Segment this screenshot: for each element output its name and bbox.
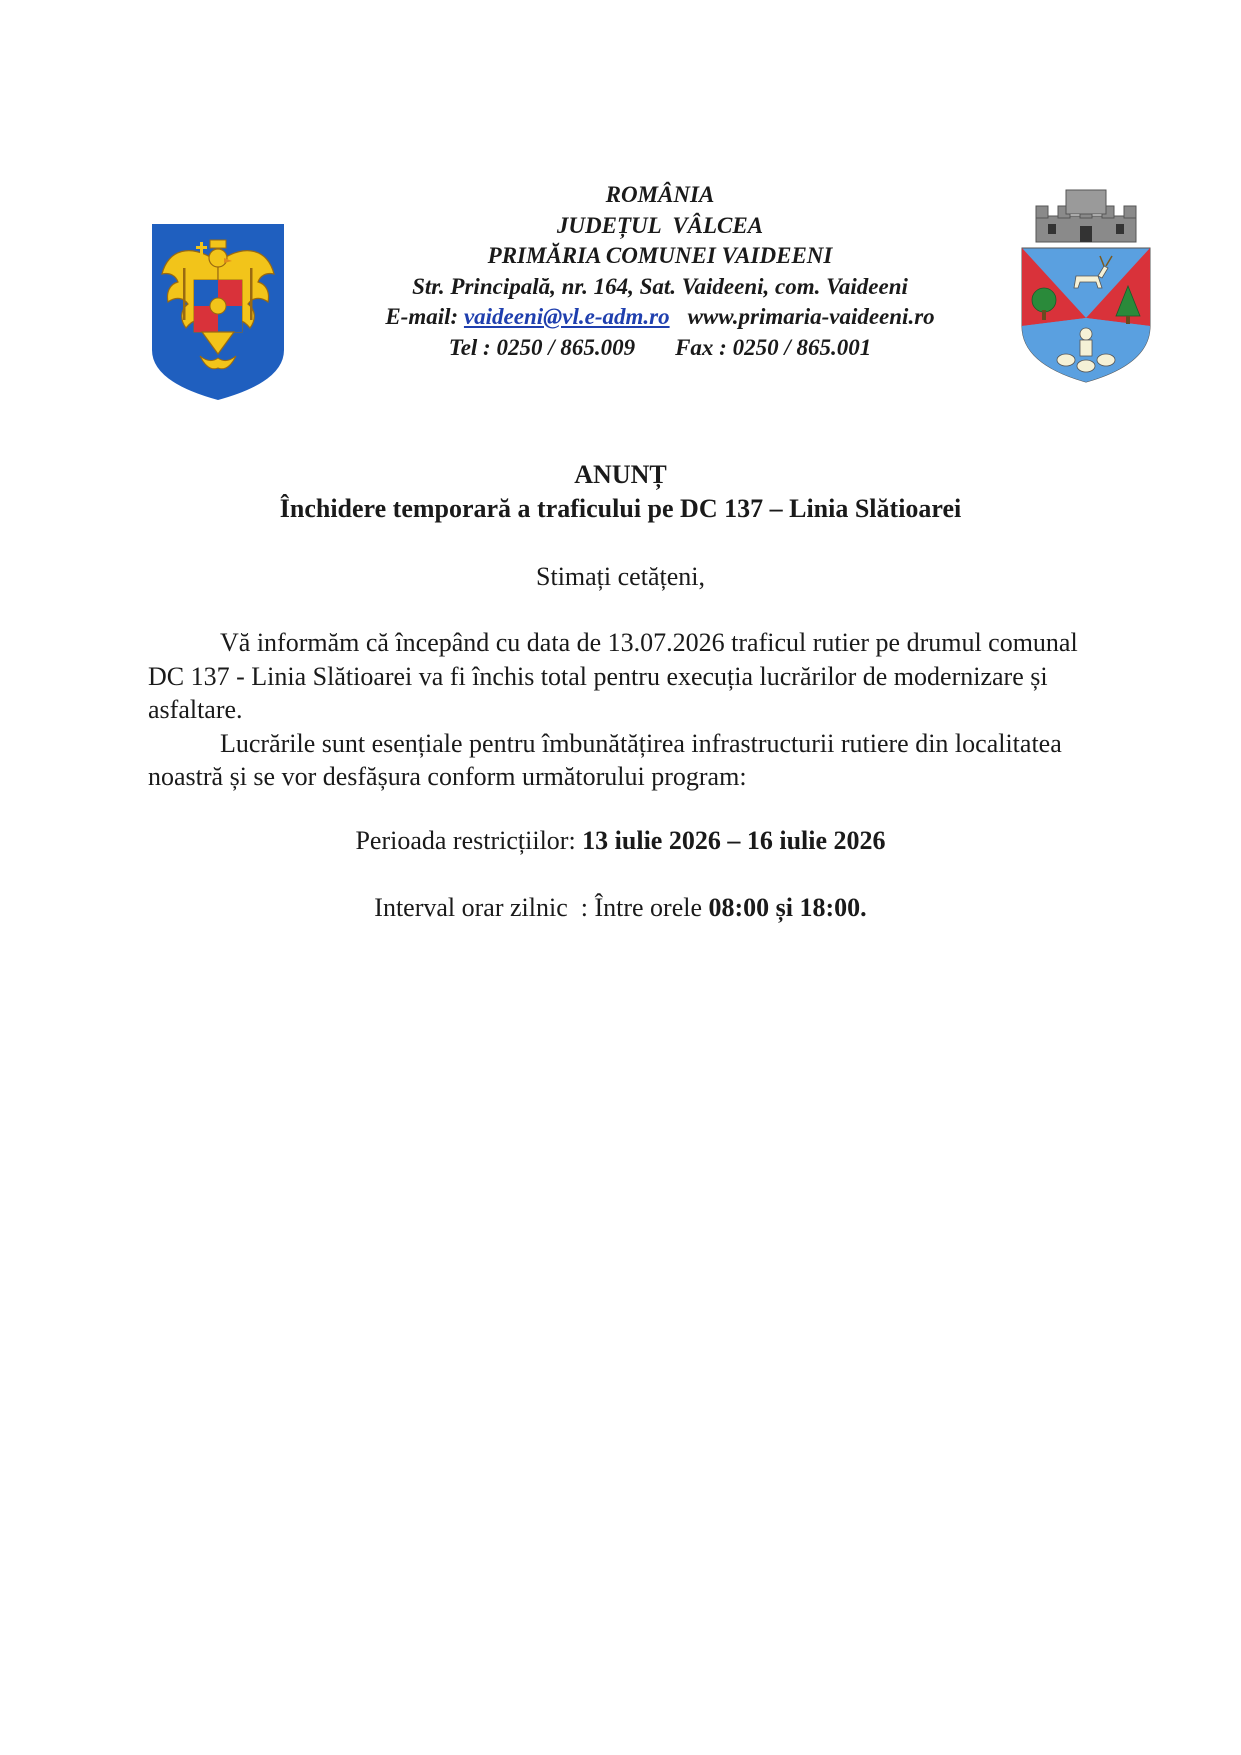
romania-coat-of-arms-icon bbox=[150, 222, 286, 402]
daily-interval bbox=[0, 891, 1241, 925]
period-value: 13 iulie 2026 – 16 iulie 2026 bbox=[582, 826, 886, 855]
letterhead-phone-line bbox=[320, 333, 1000, 364]
restriction-period bbox=[0, 824, 1241, 858]
body-paragraph-1: Vă informăm că începând cu data de 13.07.2026 traficul rutier pe drumul comunal DC 137 - Linia Slătioarei va fi închis total pentru execuția lucrărilor de modernizare și asfaltare. bbox=[148, 628, 1078, 724]
announcement-heading: ANUNȚ bbox=[574, 460, 667, 489]
letterhead-country: ROMÂNIA bbox=[605, 182, 715, 207]
phone-number: Tel : 0250 / 865.009 bbox=[448, 334, 636, 360]
letterhead-contact-line bbox=[320, 302, 1000, 333]
period-label: Perioada restricțiilor: bbox=[355, 826, 583, 855]
letterhead-county: JUDEȚUL VÂLCEA bbox=[556, 212, 764, 238]
fax-number: Fax : 0250 / 865.001 bbox=[675, 334, 872, 360]
email-label: E-mail: bbox=[385, 304, 459, 329]
interval-value: 08:00 și 18:00. bbox=[708, 893, 867, 922]
website-text: www.primaria-vaideeni.ro bbox=[687, 304, 935, 329]
interval-label: Interval orar zilnic : Între orele bbox=[374, 893, 709, 922]
announcement-subheading: Închidere temporară a traficului pe DC 137 – Linia Slătioarei bbox=[279, 494, 962, 523]
letterhead bbox=[320, 180, 1000, 363]
vaideeni-coat-of-arms-icon bbox=[1018, 188, 1154, 384]
greeting: Stimați cetățeni, bbox=[536, 562, 705, 591]
letterhead-institution: PRIMĂRIA COMUNEI VAIDEENI bbox=[487, 243, 833, 268]
announcement-title-block bbox=[0, 458, 1241, 526]
body-paragraph-2: Lucrările sunt esențiale pentru îmbunătățirea infrastructurii rutiere din localitatea noastră și se vor desfășura conform următorului program: bbox=[148, 728, 1062, 791]
letterhead-address: Str. Principală, nr. 164, Sat. Vaideeni, com. Vaideeni bbox=[412, 273, 908, 299]
email-link[interactable]: vaideeni@vl.e-adm.ro bbox=[463, 304, 670, 329]
announcement-body bbox=[148, 626, 1093, 794]
